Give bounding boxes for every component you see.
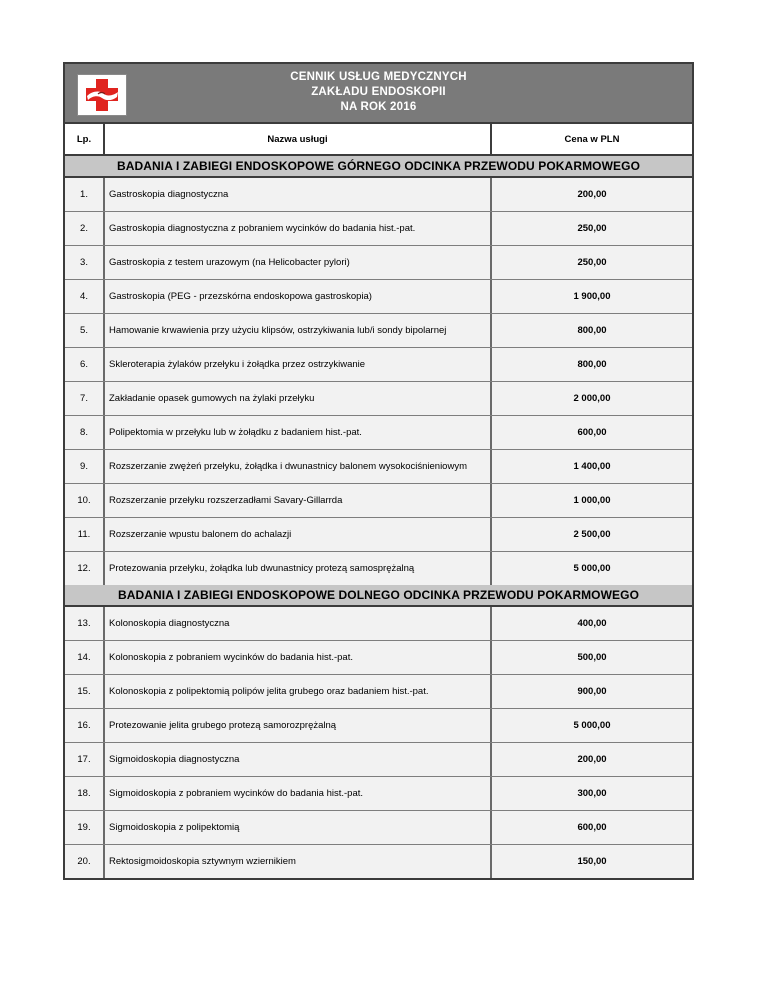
service-price: 200,00	[577, 189, 607, 200]
section-header: BADANIA I ZABIEGI ENDOSKOPOWE GÓRNEGO ODCINKA PRZEWODU POKARMOWEGO	[65, 156, 692, 178]
service-name: Kolonoskopia diagnostyczna	[105, 607, 492, 640]
section-rows	[65, 178, 692, 585]
service-name: Rozszerzanie zwężeń przełyku, żołądka i dwunastnicy balonem wysokociśnieniowym	[105, 450, 492, 483]
service-name: Gastroskopia (PEG - przezskórna endoskopowa gastroskopia)	[105, 280, 492, 313]
service-name: Kolonoskopia z pobraniem wycinków do badania hist.-pat.	[105, 641, 492, 674]
service-price: 900,00	[577, 686, 607, 697]
service-price: 5 000,00	[573, 720, 611, 731]
service-name: Skleroterapia żylaków przełyku i żołądka przez ostrzykiwanie	[105, 348, 492, 381]
table-row	[65, 246, 692, 280]
row-number: 14.	[65, 641, 105, 674]
service-price: 150,00	[577, 856, 607, 867]
service-price: 200,00	[577, 754, 607, 765]
row-number: 15.	[65, 675, 105, 708]
row-number: 2.	[65, 212, 105, 245]
section-header: BADANIA I ZABIEGI ENDOSKOPOWE DOLNEGO ODCINKA PRZEWODU POKARMOWEGO	[65, 585, 692, 607]
service-price: 1 900,00	[573, 291, 611, 302]
service-name: Protezowania przełyku, żołądka lub dwunastnicy protezą samosprężalną	[105, 552, 492, 585]
table-row	[65, 845, 692, 878]
table-row	[65, 280, 692, 314]
service-name: Hamowanie krwawienia przy użyciu klipsów, ostrzykiwania lub/i sondy bipolarnej	[105, 314, 492, 347]
service-price: 800,00	[577, 359, 607, 370]
table-header	[65, 64, 692, 124]
row-number: 10.	[65, 484, 105, 517]
title-line-2: ZAKŁADU ENDOSKOPII	[311, 86, 446, 98]
service-price: 250,00	[577, 223, 607, 234]
table-row	[65, 416, 692, 450]
row-number: 19.	[65, 811, 105, 844]
table-row	[65, 450, 692, 484]
table-row	[65, 348, 692, 382]
table-row	[65, 743, 692, 777]
row-number: 11.	[65, 518, 105, 551]
service-price: 400,00	[577, 618, 607, 629]
service-price: 600,00	[577, 427, 607, 438]
table-row	[65, 777, 692, 811]
service-name: Rozszerzanie przełyku rozszerzadłami Savary-Gillarrda	[105, 484, 492, 517]
row-number: 7.	[65, 382, 105, 415]
table-row	[65, 314, 692, 348]
service-name: Kolonoskopia z polipektomią polipów jelita grubego oraz badaniem hist.-pat.	[105, 675, 492, 708]
title-line-3: NA ROK 2016	[340, 101, 417, 113]
row-number: 9.	[65, 450, 105, 483]
table-row	[65, 518, 692, 552]
service-name: Sigmoidoskopia diagnostyczna	[105, 743, 492, 776]
service-name: Gastroskopia diagnostyczna	[105, 178, 492, 211]
table-row	[65, 178, 692, 212]
row-number: 20.	[65, 845, 105, 878]
table-row	[65, 709, 692, 743]
service-price: 600,00	[577, 822, 607, 833]
table-row	[65, 484, 692, 518]
service-price: 300,00	[577, 788, 607, 799]
row-number: 13.	[65, 607, 105, 640]
row-number: 8.	[65, 416, 105, 449]
table-row	[65, 675, 692, 709]
table-row	[65, 382, 692, 416]
service-price: 5 000,00	[573, 563, 611, 574]
row-number: 3.	[65, 246, 105, 279]
price-list-table	[63, 62, 694, 880]
service-price: 2 500,00	[573, 529, 611, 540]
service-name: Gastroskopia z testem urazowym (na Helicobacter pylori)	[105, 246, 492, 279]
column-headers	[65, 124, 692, 156]
row-number: 17.	[65, 743, 105, 776]
service-name: Sigmoidoskopia z polipektomią	[105, 811, 492, 844]
table-row	[65, 641, 692, 675]
service-price: 500,00	[577, 652, 607, 663]
table-row	[65, 607, 692, 641]
table-body	[65, 156, 692, 878]
table-row	[65, 212, 692, 246]
row-number: 12.	[65, 552, 105, 585]
row-number: 6.	[65, 348, 105, 381]
service-name: Rozszerzanie wpustu balonem do achalazji	[105, 518, 492, 551]
title-line-1: CENNIK USŁUG MEDYCZNYCH	[290, 71, 467, 83]
row-number: 1.	[65, 178, 105, 211]
column-header-lp: Lp.	[65, 124, 105, 154]
row-number: 4.	[65, 280, 105, 313]
table-row	[65, 552, 692, 585]
service-name: Protezowanie jelita grubego protezą samorozprężalną	[105, 709, 492, 742]
service-name: Zakładanie opasek gumowych na żylaki przełyku	[105, 382, 492, 415]
service-price: 1 000,00	[573, 495, 611, 506]
table-row	[65, 811, 692, 845]
service-name: Sigmoidoskopia z pobraniem wycinków do badania hist.-pat.	[105, 777, 492, 810]
service-price: 250,00	[577, 257, 607, 268]
service-name: Gastroskopia diagnostyczna z pobraniem wycinków do badania hist.-pat.	[105, 212, 492, 245]
page-title	[65, 70, 692, 115]
column-header-price: Cena w PLN	[564, 133, 620, 145]
service-price: 1 400,00	[573, 461, 611, 472]
row-number: 16.	[65, 709, 105, 742]
service-price: 800,00	[577, 325, 607, 336]
column-header-name: Nazwa usługi	[105, 124, 492, 154]
row-number: 18.	[65, 777, 105, 810]
section-rows	[65, 607, 692, 878]
service-name: Polipektomia w przełyku lub w żołądku z badaniem hist.-pat.	[105, 416, 492, 449]
row-number: 5.	[65, 314, 105, 347]
service-name: Rektosigmoidoskopia sztywnym wziernikiem	[105, 845, 492, 878]
service-price: 2 000,00	[573, 393, 611, 404]
